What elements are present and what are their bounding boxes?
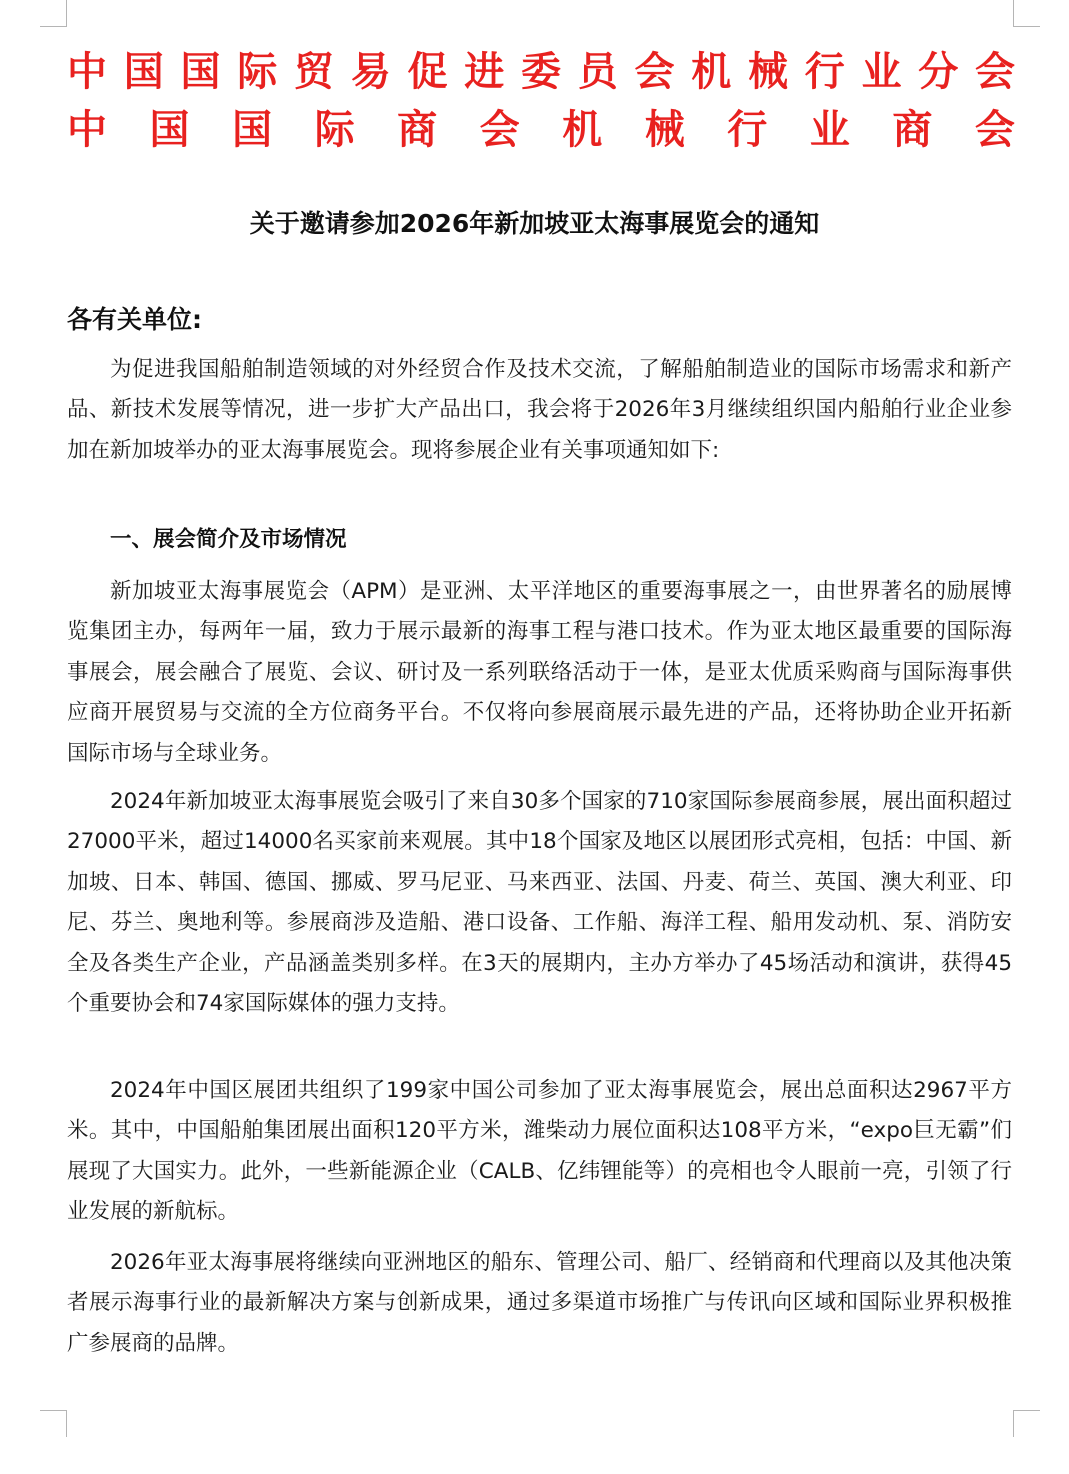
org-char: 易 bbox=[350, 49, 391, 95]
org-char: 国 bbox=[180, 49, 221, 95]
org-char: 促 bbox=[407, 49, 448, 95]
org-char: 业 bbox=[809, 107, 850, 153]
org-char: 械 bbox=[644, 107, 685, 153]
crop-mark-top-right bbox=[1013, 0, 1040, 27]
org-char: 械 bbox=[748, 49, 788, 95]
crop-mark-top-left bbox=[40, 0, 67, 27]
org-name-line-1 bbox=[67, 48, 1015, 96]
org-char: 分 bbox=[918, 49, 959, 95]
org-char: 国 bbox=[232, 107, 273, 153]
org-char: 商 bbox=[397, 107, 438, 153]
crop-mark-bottom-right bbox=[1013, 1410, 1040, 1437]
crop-mark-bottom-left bbox=[40, 1410, 67, 1437]
org-char: 委 bbox=[521, 49, 561, 95]
org-char: 机 bbox=[691, 49, 732, 95]
section-1-heading: 一、展会简介及市场情况 bbox=[110, 527, 347, 552]
document-title: 关于邀请参加2026年新加坡亚太海事展览会的通知 bbox=[249, 209, 820, 238]
org-char: 际 bbox=[237, 49, 278, 95]
org-char: 中 bbox=[67, 107, 107, 153]
org-char: 会 bbox=[634, 49, 675, 95]
intro-paragraph: 为促进我国船舶制造领域的对外经贸合作及技术交流，了解船舶制造业的国际市场需求和新产品、新技术发展等情况，进一步扩大产品出口，我会将于2026年3月继续组织国内船舶行业企业参加在新加坡举办的亚太海事展览会。现将参展企业有关事项通知如下: bbox=[67, 357, 1012, 463]
section-1-paragraph-1: 新加坡亚太海事展览会（APM）是亚洲、太平洋地区的重要海事展之一，由世界著名的励展博览集团主办，每两年一届，致力于展示最新的海事工程与港口技术。作为亚太地区最重要的国际海事展会，展会融合了展览、会议、研讨及一系列联络活动于一体，是亚太优质采购商与国际海事供应商开展贸易与交流的全方位商务平台。不仅将向参展商展示最先进的产品，还将协助企业开拓新国际市场与全球业务。 bbox=[67, 579, 1012, 766]
org-char: 会 bbox=[974, 107, 1015, 153]
salutation: 各有关单位: bbox=[67, 305, 202, 334]
section-1-paragraph-4: 2026年亚太海事展将继续向亚洲地区的船东、管理公司、船厂、经销商和代理商以及其他决策者展示海事行业的最新解决方案与创新成果，通过多渠道市场推广与传讯向区域和国际业界积极推广参展商的品牌。 bbox=[67, 1250, 1012, 1356]
org-name-line-2 bbox=[67, 106, 1015, 154]
org-char: 机 bbox=[562, 107, 603, 153]
org-char: 商 bbox=[892, 107, 933, 153]
org-char: 员 bbox=[577, 49, 618, 95]
org-char: 国 bbox=[149, 107, 190, 153]
org-char: 会 bbox=[479, 107, 520, 153]
section-1-paragraph-2: 2024年新加坡亚太海事展览会吸引了来自30多个国家的710家国际参展商参展，展出面积超过27000平米，超过14000名买家前来观展。其中18个国家及地区以展团形式亮相，包括：中国、新加坡、日本、韩国、德国、挪威、罗马尼亚、马来西亚、法国、丹麦、荷兰、英国、澳大利亚、印尼、芬兰、奥地利等。参展商涉及造船、港口设备、工作船、海洋工程、船用发动机、泵、消防安全及各类生产企业，产品涵盖类别多样。在3天的展期内，主办方举办了45场活动和演讲，获得45个重要协会和74家国际媒体的强力支持。 bbox=[67, 789, 1012, 1017]
org-char: 际 bbox=[314, 107, 355, 153]
org-char: 中 bbox=[67, 49, 107, 95]
org-char: 会 bbox=[975, 49, 1015, 95]
org-char: 贸 bbox=[294, 49, 334, 95]
org-char: 行 bbox=[804, 49, 845, 95]
org-char: 国 bbox=[123, 49, 164, 95]
org-char: 业 bbox=[861, 49, 902, 95]
section-1-paragraph-3: 2024年中国区展团共组织了199家中国公司参加了亚太海事展览会，展出总面积达2967平方米。其中，中国船舶集团展出面积120平方米，潍柴动力展位面积达108平方米，“expo巨无霸”们展现了大国实力。此外，一些新能源企业（CALB、亿纬锂能等）的亮相也令人眼前一亮，引领了行业发展的新航标。 bbox=[67, 1078, 1012, 1225]
org-char: 进 bbox=[464, 49, 505, 95]
org-char: 行 bbox=[727, 107, 768, 153]
